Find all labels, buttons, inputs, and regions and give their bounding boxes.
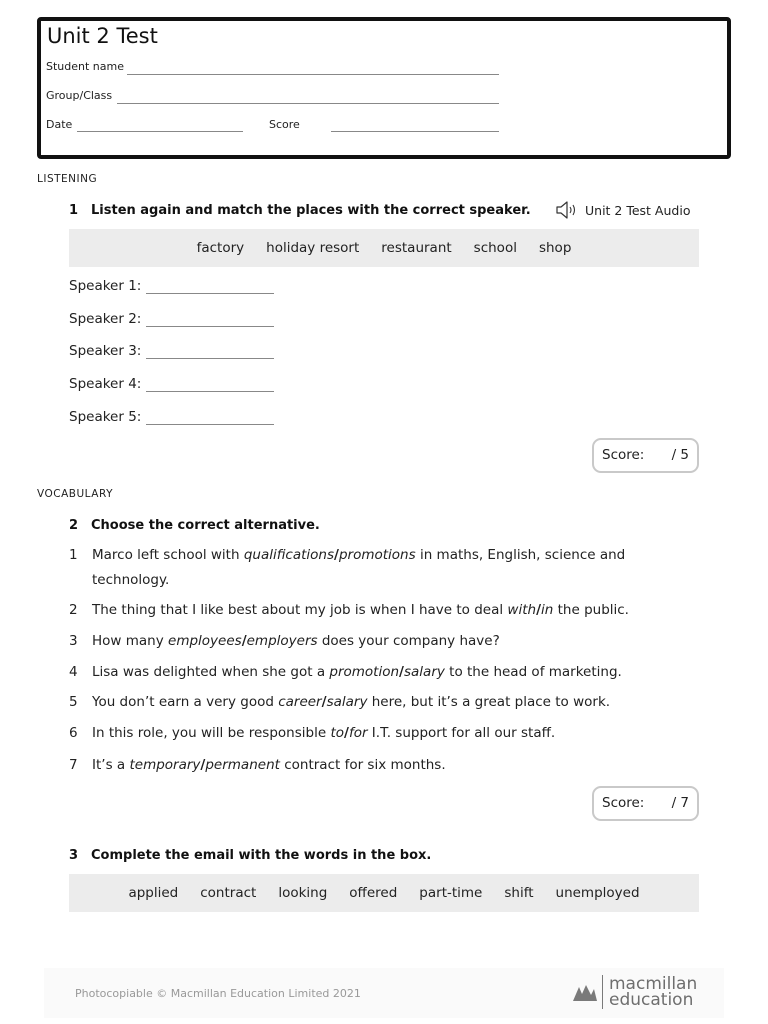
item-text: Lisa was delighted when she got a (92, 664, 330, 680)
speaker-answer-field[interactable] (146, 411, 274, 425)
speaker-label: Speaker 2: (69, 311, 142, 327)
student-name-label: Student name (46, 60, 124, 73)
item-text: You don’t earn a very good (92, 694, 279, 710)
item-text: Marco left school with (92, 547, 244, 563)
word-box-item: shop (538, 240, 572, 256)
option-slash: / (399, 664, 404, 680)
question-2-heading (69, 518, 320, 533)
option-2[interactable]: for (348, 725, 368, 741)
option-slash: / (536, 602, 542, 618)
word-box-item: applied (128, 885, 179, 901)
option-1[interactable]: to (330, 725, 344, 741)
vocab-item (69, 660, 669, 685)
option-slash: / (241, 633, 247, 649)
vocab-item (69, 690, 669, 715)
word-box-item: restaurant (381, 240, 452, 256)
speaker-row (69, 376, 274, 392)
vocabulary-word-box (69, 874, 699, 912)
word-box-item: looking (278, 885, 328, 901)
item-number: 3 (69, 633, 78, 649)
word-box-item: contract (200, 885, 257, 901)
score-box-label: Score: (602, 447, 645, 463)
date-label: Date (46, 118, 73, 131)
item-text: here, but it’s a great place to work. (367, 694, 611, 710)
item-text: does your company have? (317, 633, 500, 649)
item-text: contract for six months. (279, 757, 446, 773)
word-box-item: factory (196, 240, 245, 256)
question-instruction: Complete the email with the words in the box. (91, 848, 432, 863)
item-text: I.T. support for all our staff. (367, 725, 556, 741)
question-number: 1 (69, 203, 79, 218)
item-number: 7 (69, 757, 78, 773)
question-number: 3 (69, 848, 79, 863)
speaker-label: Speaker 3: (69, 343, 142, 359)
word-box-item: offered (349, 885, 398, 901)
speaker-row (69, 409, 274, 425)
item-text: in maths, English, science and technology. (92, 547, 626, 588)
option-1[interactable]: qualifications (243, 547, 335, 563)
score-field[interactable] (331, 131, 499, 132)
audio-label: Unit 2 Test Audio (585, 202, 691, 218)
item-text: the public. (553, 602, 629, 618)
vocab-item (69, 753, 669, 778)
vocab-item (69, 721, 669, 746)
speaker-answer-field[interactable] (146, 345, 274, 359)
item-text: How many (92, 633, 169, 649)
score-box-max: / 7 (671, 795, 689, 811)
vocab-item (69, 629, 669, 654)
speaker-row (69, 278, 274, 294)
macmillan-logo (572, 975, 697, 1009)
question-1-heading (69, 203, 531, 218)
item-number: 5 (69, 694, 78, 710)
page-title: Unit 2 Test (47, 24, 158, 48)
speaker-label: Speaker 4: (69, 376, 142, 392)
student-name-field[interactable] (127, 74, 499, 75)
speaker-icon (556, 201, 578, 219)
option-2[interactable]: salary (403, 664, 445, 680)
vocabulary-section-label: VOCABULARY (37, 488, 113, 500)
speaker-answer-field[interactable] (146, 313, 274, 327)
option-2[interactable]: promotions (338, 547, 416, 563)
test-header-box (37, 17, 731, 159)
item-number: 6 (69, 725, 78, 741)
item-number: 1 (69, 547, 78, 563)
option-1[interactable]: promotion (329, 664, 400, 680)
question-instruction: Choose the correct alternative. (91, 518, 320, 533)
audio-link[interactable] (556, 200, 690, 220)
vocab-item (69, 598, 669, 623)
question-3-heading (69, 848, 431, 863)
speaker-row (69, 311, 274, 327)
word-box-item: part-time (419, 885, 483, 901)
logo-divider (602, 975, 603, 1009)
speaker-answer-field[interactable] (146, 280, 274, 294)
option-1[interactable]: employees (168, 633, 242, 649)
score-box-label: Score: (602, 795, 645, 811)
listening-section-label: LISTENING (37, 173, 98, 185)
item-number: 2 (69, 602, 78, 618)
vocabulary-score-box[interactable] (592, 786, 699, 821)
item-text: In this role, you will be responsible (92, 725, 331, 741)
item-number: 4 (69, 664, 78, 680)
speaker-row (69, 343, 274, 359)
option-slash: / (321, 694, 327, 710)
group-class-label: Group/Class (46, 89, 113, 102)
word-box-item: school (473, 240, 517, 256)
option-slash: / (344, 725, 349, 741)
logo-text-line2: education (609, 990, 694, 1010)
item-text: It’s a (92, 757, 130, 773)
option-1[interactable]: career (278, 694, 322, 710)
listening-score-box[interactable] (592, 438, 699, 473)
option-1[interactable]: temporary (129, 757, 201, 773)
question-instruction: Listen again and match the places with the correct speaker. (91, 203, 531, 218)
speaker-answer-field[interactable] (146, 378, 274, 392)
option-2[interactable]: permanent (205, 757, 280, 773)
group-class-field[interactable] (117, 103, 499, 104)
word-box-item: unemployed (555, 885, 640, 901)
item-text: The thing that I like best about my job is when I have to deal (92, 602, 508, 618)
option-2[interactable]: employers (246, 633, 318, 649)
score-box-max: / 5 (671, 447, 689, 463)
macmillan-logo-icon (572, 981, 598, 1003)
vocab-item (69, 543, 659, 593)
speaker-label: Speaker 1: (69, 278, 142, 294)
listening-word-box (69, 229, 699, 267)
option-2[interactable]: in (541, 602, 554, 618)
logo-text-line1: macmillan (609, 974, 698, 994)
word-box-item: shift (504, 885, 534, 901)
score-label: Score (269, 118, 300, 131)
option-1[interactable]: with (507, 602, 537, 618)
word-box-item: holiday resort (266, 240, 360, 256)
copyright-text: Photocopiable © Macmillan Education Limited 2021 (75, 987, 361, 1000)
option-2[interactable]: salary (326, 694, 368, 710)
date-field[interactable] (77, 131, 243, 132)
item-text: to the head of marketing. (444, 664, 622, 680)
speaker-label: Speaker 5: (69, 409, 142, 425)
option-slash: / (334, 547, 339, 563)
question-number: 2 (69, 518, 79, 533)
option-slash: / (200, 757, 206, 773)
